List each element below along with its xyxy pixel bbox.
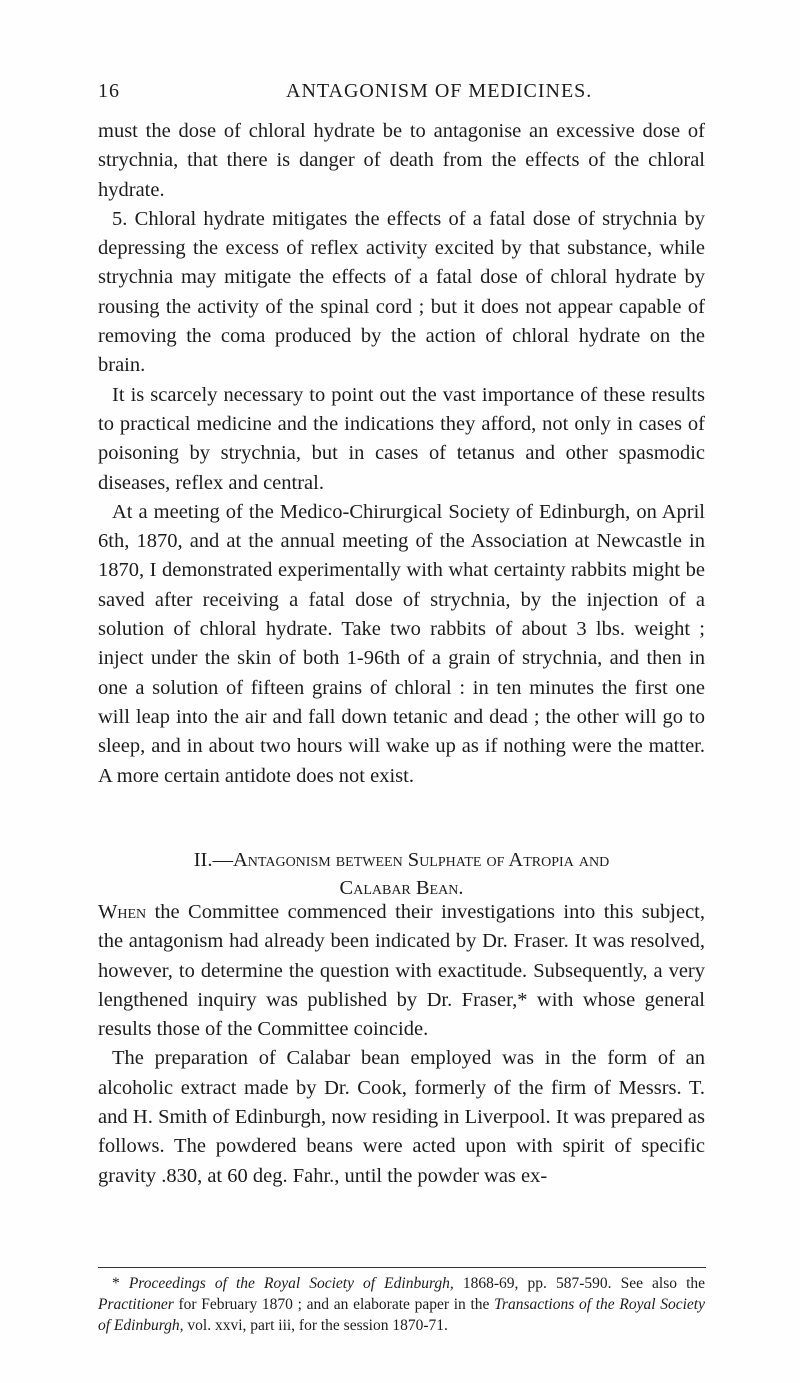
footnote-ref-transactions: Transactions of the Royal Society of Edinburgh,: [98, 1296, 705, 1334]
lead-word: When: [98, 901, 147, 923]
paragraph-continuation: must the dose of chloral hydrate be to antagonise an excessive dose of strychnia, that there is danger of death from the effects of the chloral hydrate.: [98, 120, 705, 201]
footnote-rule: [98, 1267, 706, 1268]
section-heading: [98, 846, 705, 902]
running-title: ANTAGONISM OF MEDICINES.: [286, 80, 593, 102]
footnote-text-3: vol. xxvi, part iii, for the session 1870-71.: [183, 1317, 448, 1334]
footnote-text-2: for February 1870 ; and an elaborate paper in the: [173, 1296, 495, 1313]
paragraph-preparation: The preparation of Calabar bean employed was in the form of an alcoholic extract made by Dr. Cook, formerly of the firm of Messrs. T. and H. Smith of Edinburgh, now residing in Liverpool. It was prepared as follows. The powdered beans were acted upon with spirit of specific gravity .830, at 60 deg. Fahr., until the powder was ex-: [98, 1047, 705, 1187]
footnote-ref-proceedings: Proceedings of the Royal Society of Edinburgh,: [128, 1275, 454, 1292]
body-text-upper: [98, 117, 705, 791]
footnote-text-1: 1868-69, pp. 587-590. See also the: [453, 1275, 706, 1292]
footnote-ref-practitioner: Practitioner: [98, 1296, 174, 1313]
body-text-lower: [98, 898, 705, 1191]
paragraph-demonstration: At a meeting of the Medico-Chirurgical Society of Edinburgh, on April 6th, 1870, and at the annual meeting of the Association at Newcastle in 1870, I demonstrated experimentally with what certainty rabbits might be saved after receiving a fatal dose of strychnia, by the injection of a solution of chloral hydrate. Take two rabbits of about 3 lbs. weight ; inject under the skin of both 1-96th of a grain of strychnia, and then in one a solution of fifteen grains of chloral : in ten minutes the first one will leap into the air and fall down tetanic and dead ; the other will go to sleep, and in about two hours will wake up as if nothing were the matter. A more certain antidote does not exist.: [98, 500, 705, 787]
paragraph-importance: It is scarcely necessary to point out the vast importance of these results to practical medicine and the indications they afford, not only in cases of poisoning by strychnia, but in cases of tetanus and other spasmodic diseases, reflex and central.: [98, 383, 705, 494]
section-heading-line-1: II.—Antagonism between Sulphate of Atropia and: [193, 849, 610, 871]
footnote-text: [98, 1273, 705, 1336]
paragraph-committee: [98, 898, 705, 1044]
page-header: [98, 80, 708, 110]
paragraph-conclusion-5: 5. Chloral hydrate mitigates the effects of a fatal dose of strychnia by depressing the excess of reflex activity excited by that substance, while strychnia may mitigate the effects of a fatal dose of chloral hydrate by rousing the activity of the spinal cord ; but it does not appear capable of removing the coma produced by the action of chloral hydrate on the brain.: [98, 207, 705, 377]
page-number: 16: [98, 80, 120, 102]
section-heading-line-2: Calabar Bean.: [339, 877, 464, 899]
footnote: [98, 1273, 705, 1336]
footnote-marker: *: [112, 1275, 129, 1292]
paragraph-committee-text: the Committee commenced their investigations into this subject, the antagonism had already been indicated by Dr. Fraser. It was resolved, however, to determine the question with exactitude. Subsequently, a very lengthened inquiry was published by Dr. Fraser,* with whose general results those of the Committee coincide.: [98, 901, 705, 1041]
